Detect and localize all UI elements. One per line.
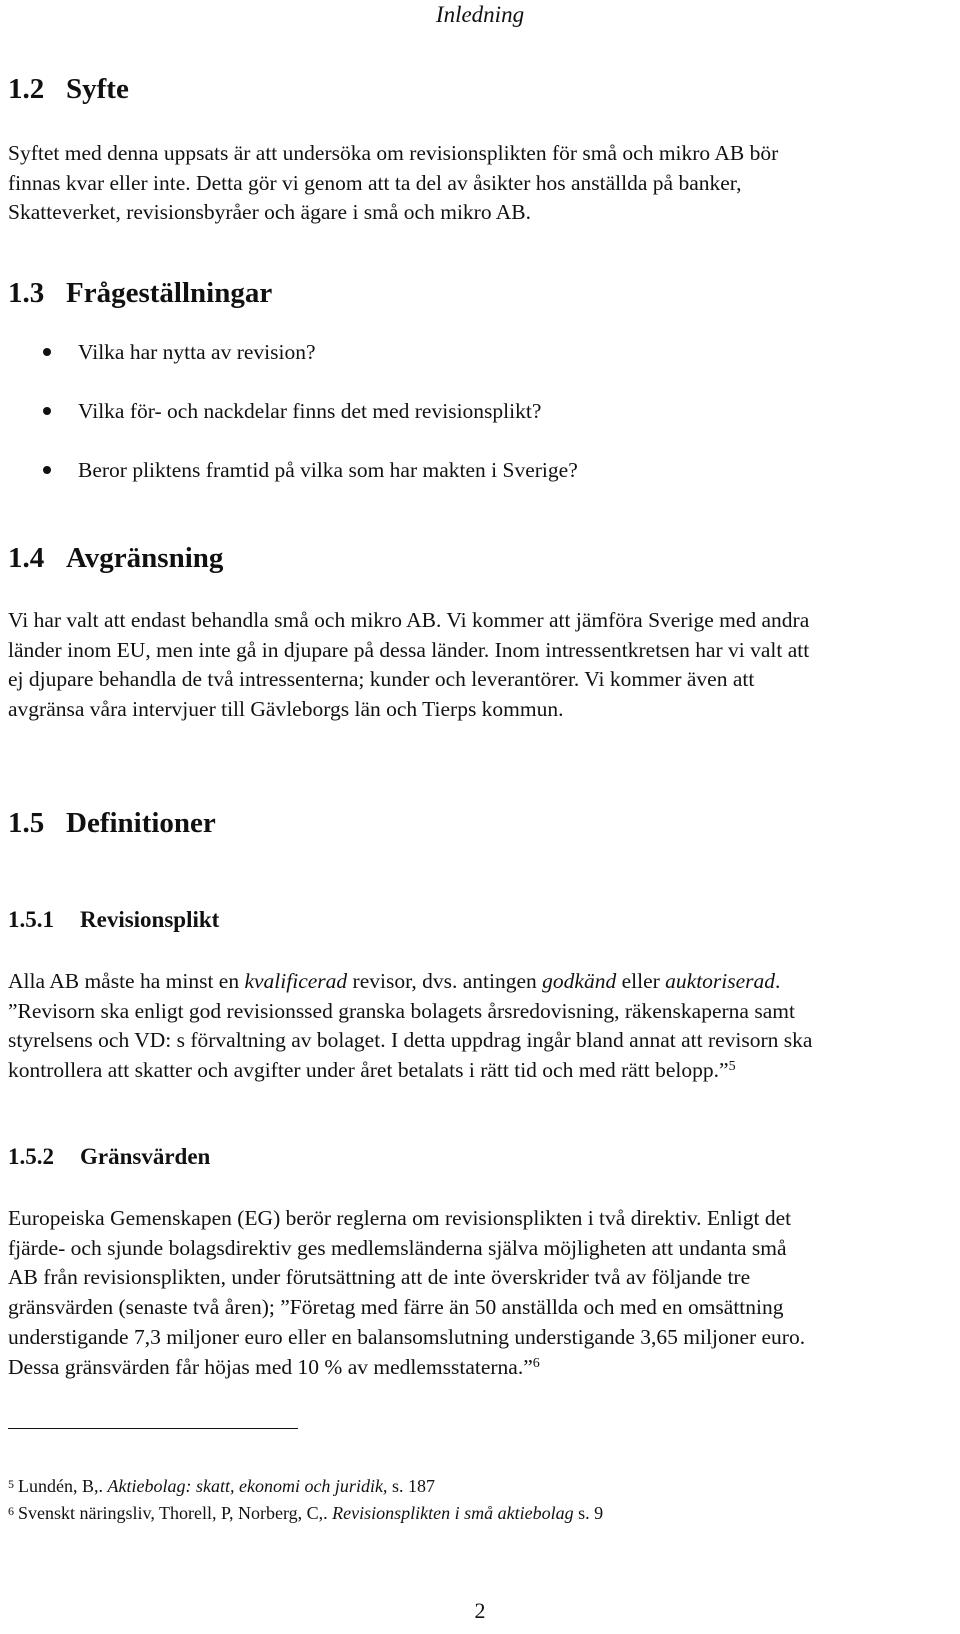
footnote-number: 6 (8, 1504, 14, 1518)
text-line: finnas kvar eller inte. Detta gör vi genom att ta del av åsikter hos anställda på banker, (8, 170, 742, 195)
paragraph-revisionsplikt (8, 967, 958, 1086)
bullet-icon (43, 466, 51, 474)
footnote-title: Revisionsplikten i små aktiebolag (332, 1503, 574, 1523)
paragraph-syfte (8, 139, 958, 228)
heading-fragestallningar (8, 276, 272, 310)
text-line (8, 1056, 958, 1086)
text-line: styrelsens och VD: s förvaltning av bolaget. I detta uppdrag ingår bland annat att revisorn ska (8, 1028, 813, 1053)
heading-title: Revisionsplikt (80, 907, 220, 932)
heading-number: 1.5 (8, 807, 45, 839)
text-line: understigande 7,3 miljoner euro eller en balansomslutning understigande 3,65 miljoner euro. (8, 1324, 806, 1349)
footnote-text: s. 187 (387, 1476, 435, 1496)
emphasis-term: kvalificerad (244, 969, 348, 993)
heading-number: 1.5.2 (8, 1144, 54, 1169)
footnote-divider (8, 1428, 298, 1429)
list-item-text: Vilka för- och nackdelar finns det med revisionsplikt? (78, 399, 542, 423)
text-line (8, 1353, 958, 1383)
text-line: Europeiska Gemenskapen (EG) berör reglerna om revisionsplikten i två direktiv. Enligt det (8, 1206, 792, 1230)
bullet-icon (43, 407, 51, 415)
heading-avgransning (8, 541, 223, 575)
text-line (8, 967, 958, 997)
footnote-reference[interactable]: 5 (728, 1059, 736, 1075)
bullet-icon (43, 348, 51, 356)
emphasis-term: auktoriserad (665, 969, 776, 993)
heading-syfte (8, 72, 129, 106)
text-line: Vi har valt att endast behandla små och mikro AB. Vi kommer att jämföra Sverige med andra (8, 608, 810, 632)
text-line: gränsvärden (senaste två åren); ”Företag med färre än 50 anställda och med en omsättning (8, 1295, 784, 1320)
footnote-title: Aktiebolag: skatt, ekonomi och juridik, (107, 1476, 388, 1496)
footnote-6 (8, 1501, 603, 1525)
running-header: Inledning (435, 2, 525, 27)
text-span: revisor, dvs. antingen (347, 969, 543, 993)
list-item (0, 456, 960, 515)
heading-number: 1.5.1 (8, 907, 54, 932)
text-span: . (775, 969, 781, 993)
text-span: eller (616, 969, 666, 993)
heading-number: 1.2 (8, 73, 45, 105)
text-line: ”Revisorn ska enligt god revisionssed granska bolagets årsredovisning, räkenskaperna samt (8, 998, 795, 1023)
heading-title: Definitioner (66, 807, 216, 839)
text-span: Dessa gränsvärden får höjas med 10 % av medlemsstaterna.” (8, 1354, 533, 1379)
text-line: AB från revisionsplikten, under förutsättning att de inte överskrider två av följande tre (8, 1265, 751, 1290)
heading-title: Gränsvärden (80, 1144, 211, 1169)
list-item-text: Vilka har nytta av revision? (78, 340, 316, 364)
heading-definitioner (8, 806, 216, 840)
heading-revisionsplikt (8, 906, 219, 934)
footnote-reference[interactable]: 6 (532, 1355, 540, 1371)
text-line: fjärde- och sjunde bolagsdirektiv ges medlemsländerna själva möjligheten att undanta små (8, 1235, 787, 1260)
paragraph-gransvarden (8, 1204, 958, 1382)
list-item (0, 338, 960, 397)
text-line: Skatteverket, revisionsbyråer och ägare i små och mikro AB. (8, 200, 532, 225)
question-list (0, 338, 960, 515)
text-line: länder inom EU, men inte gå in djupare på dessa länder. Inom intressentkretsen har vi valt att (8, 637, 810, 662)
heading-number: 1.4 (8, 542, 45, 574)
heading-title: Syfte (66, 73, 129, 105)
list-item (0, 397, 960, 456)
text-line: avgränsa våra intervjuer till Gävleborgs län och Tierps kommun. (8, 697, 564, 722)
text-line: ej djupare behandla de två intressenterna; kunder och leverantörer. Vi kommer även att (8, 667, 755, 692)
heading-number: 1.3 (8, 277, 45, 309)
heading-title: Avgränsning (66, 542, 224, 574)
text-span: kontrollera att skatter och avgifter under året betalats i rätt tid och med rätt belopp.” (8, 1058, 729, 1083)
paragraph-avgransning (8, 606, 958, 725)
footnote-5 (8, 1474, 435, 1498)
text-line: Syftet med denna uppsats är att undersöka om revisionsplikten för små och mikro AB bör (8, 141, 779, 165)
page-number: 2 (474, 1598, 486, 1623)
heading-gransvarden (8, 1143, 210, 1171)
footnote-text: Lundén, B,. (18, 1476, 108, 1496)
footnote-text: Svenskt näringsliv, Thorell, P, Norberg, C,. (18, 1503, 333, 1523)
list-item-text: Beror pliktens framtid på vilka som har makten i Sverige? (78, 458, 578, 482)
emphasis-term: godkänd (542, 969, 617, 993)
text-span: Alla AB måste ha minst en (8, 969, 245, 993)
footnote-number: 5 (8, 1477, 14, 1491)
heading-title: Frågeställningar (66, 277, 273, 309)
footnote-text: s. 9 (573, 1503, 604, 1523)
